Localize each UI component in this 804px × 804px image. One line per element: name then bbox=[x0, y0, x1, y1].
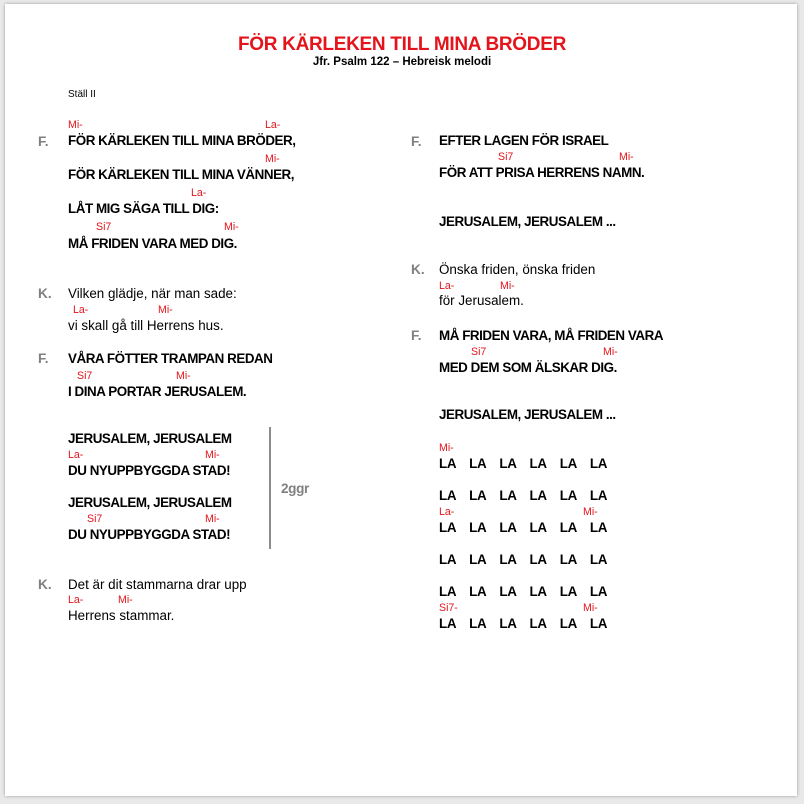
chord: La- bbox=[191, 187, 207, 199]
chord: Mi- bbox=[583, 506, 598, 518]
la-row: LA LA LA LA LA LA bbox=[439, 552, 608, 567]
lyric-line: FÖR ATT PRISA HERRENS NAMN. bbox=[439, 165, 645, 180]
song-title: FÖR KÄRLEKEN TILL MINA BRÖDER bbox=[237, 34, 566, 55]
chord: Mi- bbox=[118, 594, 133, 606]
lyric-line: LÅT MIG SÄGA TILL DIG: bbox=[68, 201, 219, 216]
chord: Mi- bbox=[583, 602, 598, 614]
lyric-line: MÅ FRIDEN VARA MED DIG. bbox=[68, 236, 237, 251]
lyric-line: JERUSALEM, JERUSALEM bbox=[68, 495, 232, 510]
la-row: LA LA LA LA LA LA bbox=[439, 584, 608, 599]
chord: Mi- bbox=[619, 151, 634, 163]
section-marker-k: K. bbox=[38, 577, 52, 592]
lyric-line: MED DEM SOM ÄLSKAR DIG. bbox=[439, 360, 617, 375]
lyric-line: vi skall gå till Herrens hus. bbox=[68, 318, 224, 333]
capo-note: Ställ II bbox=[68, 89, 96, 100]
lyric-line: DU NYUPPBYGGDA STAD! bbox=[68, 463, 231, 478]
section-marker-k: K. bbox=[38, 286, 52, 301]
chord: Mi- bbox=[439, 442, 454, 454]
chord: Mi- bbox=[68, 119, 83, 131]
song-sheet bbox=[5, 4, 797, 796]
chord: Mi- bbox=[224, 221, 239, 233]
chord: La- bbox=[265, 119, 281, 131]
lyric-line: EFTER LAGEN FÖR ISRAEL bbox=[439, 133, 609, 148]
chord: Mi- bbox=[205, 513, 220, 525]
chord: Mi- bbox=[603, 346, 618, 358]
chord: La- bbox=[68, 449, 84, 461]
lyric-line: DU NYUPPBYGGDA STAD! bbox=[68, 527, 231, 542]
lyric-line: FÖR KÄRLEKEN TILL MINA VÄNNER, bbox=[68, 167, 295, 182]
lyric-line: Det är dit stammarna drar upp bbox=[68, 577, 247, 592]
section-marker-k: K. bbox=[411, 262, 425, 277]
chord: Si7 bbox=[96, 221, 112, 233]
lyric-line: I DINA PORTAR JERUSALEM. bbox=[68, 384, 247, 399]
la-row: LA LA LA LA LA LA bbox=[439, 520, 608, 535]
lyric-line: för Jerusalem. bbox=[439, 293, 524, 308]
chord: Si7 bbox=[87, 513, 103, 525]
chord: Si7 bbox=[498, 151, 514, 163]
section-marker-f: F. bbox=[411, 134, 422, 149]
section-marker-f: F. bbox=[38, 351, 49, 366]
lyric-line: JERUSALEM, JERUSALEM bbox=[68, 431, 232, 446]
lyric-line: Vilken glädje, när man sade: bbox=[68, 286, 237, 301]
la-row: LA LA LA LA LA LA bbox=[439, 488, 608, 503]
lyric-line: Önska friden, önska friden bbox=[439, 262, 596, 277]
song-subtitle: Jfr. Psalm 122 – Hebreisk melodi bbox=[312, 56, 492, 68]
lyric-line: Herrens stammar. bbox=[68, 608, 175, 623]
chord: La- bbox=[439, 506, 455, 518]
chord: Mi- bbox=[265, 153, 280, 165]
chord: Si7- bbox=[439, 602, 458, 614]
chord: Mi- bbox=[176, 370, 191, 382]
chord: Si7 bbox=[77, 370, 93, 382]
chord: La- bbox=[68, 594, 84, 606]
lyric-line: VÅRA FÖTTER TRAMPAN REDAN bbox=[68, 351, 273, 366]
chord: Mi- bbox=[500, 280, 515, 292]
chord: La- bbox=[73, 304, 89, 316]
chord: La- bbox=[439, 280, 455, 292]
lyric-line: MÅ FRIDEN VARA, MÅ FRIDEN VARA bbox=[439, 328, 664, 343]
repeat-bar bbox=[269, 427, 271, 549]
lyric-line: JERUSALEM, JERUSALEM ... bbox=[439, 214, 616, 229]
lyric-line: FÖR KÄRLEKEN TILL MINA BRÖDER, bbox=[68, 133, 296, 148]
chord: Mi- bbox=[205, 449, 220, 461]
repeat-label: 2ggr bbox=[281, 481, 309, 496]
section-marker-f: F. bbox=[411, 328, 422, 343]
chord: Si7 bbox=[471, 346, 487, 358]
la-row: LA LA LA LA LA LA bbox=[439, 616, 608, 631]
la-row: LA LA LA LA LA LA bbox=[439, 456, 608, 471]
lyric-line: JERUSALEM, JERUSALEM ... bbox=[439, 407, 616, 422]
section-marker-f: F. bbox=[38, 134, 49, 149]
chord: Mi- bbox=[158, 304, 173, 316]
